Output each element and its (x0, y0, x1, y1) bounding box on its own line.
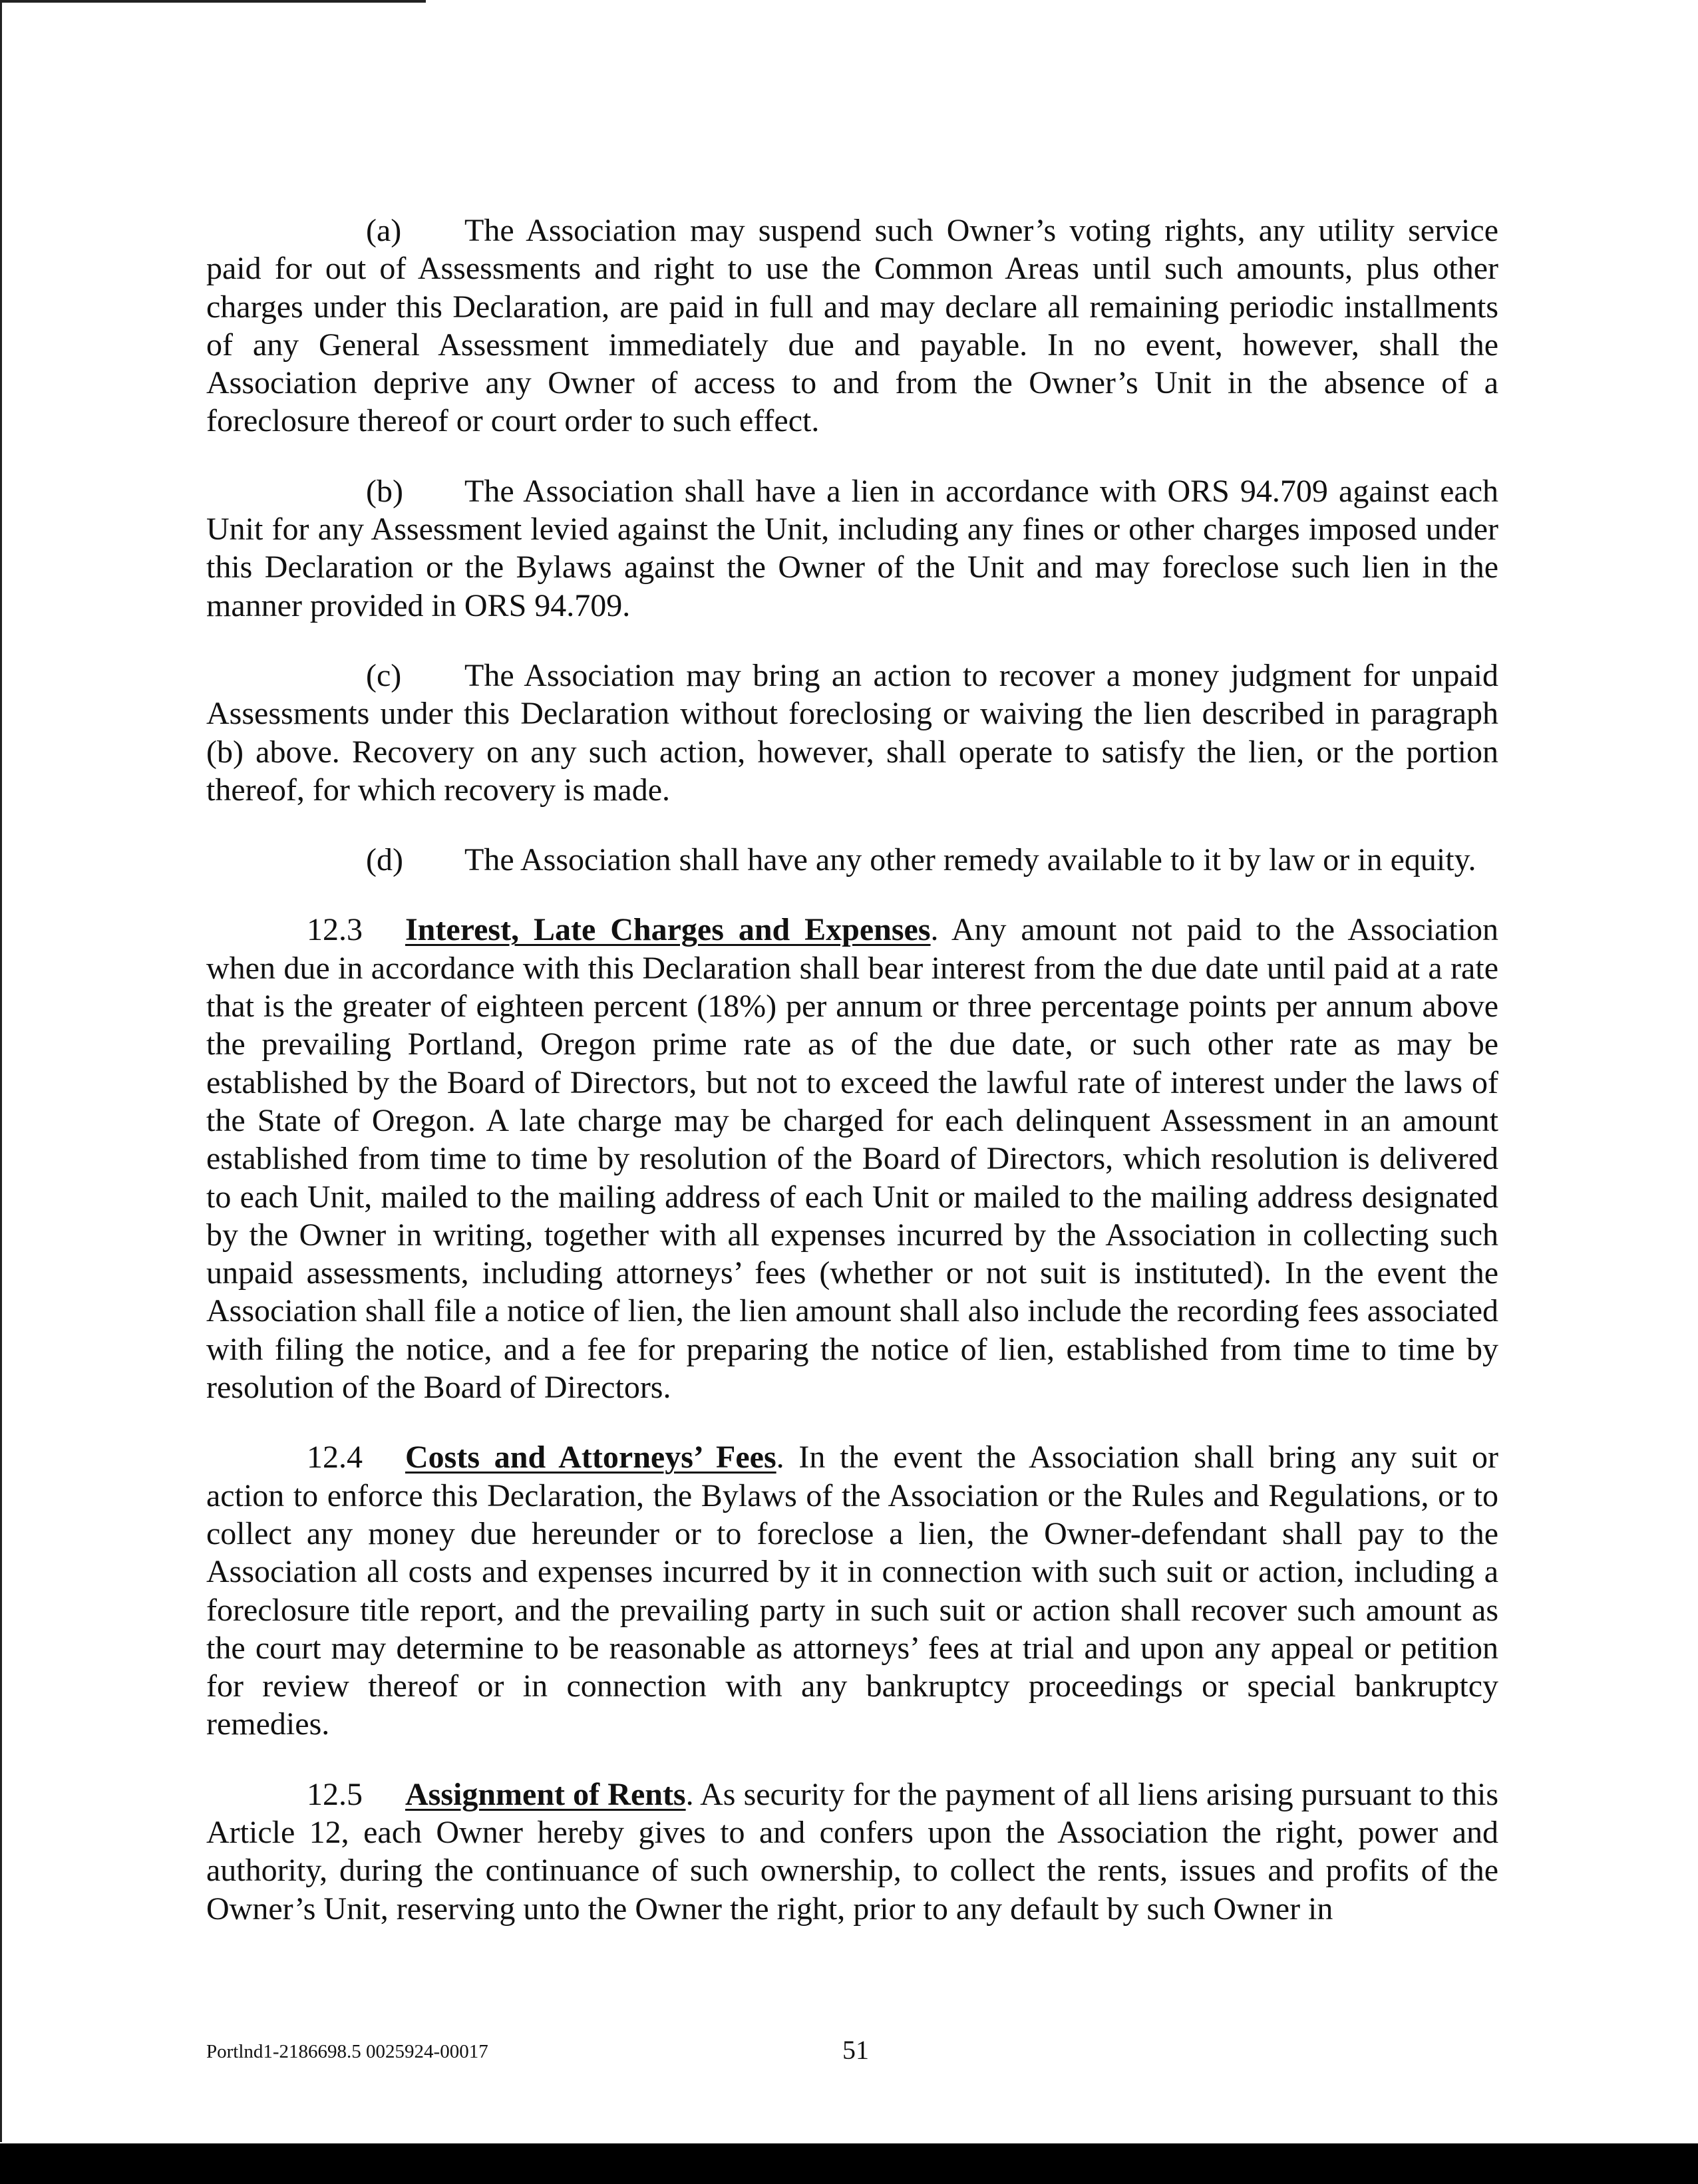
paragraph-text: The Association may suspend such Owner’s voting rights, any utility service paid for out of Assessments and right to use the Common Areas until such amounts, plus other charges under this Declaration, are paid in full and may declare all remaining periodic installments of any General Assessment immediately due and payable. In no event, however, shall the Association deprive any Owner of access to and from the Owner’s Unit in the absence of a foreclosure thereof or court order to such effect. (206, 213, 1498, 439)
section-text: . As security for the payment of all liens arising pursuant to this Article 12, each Owner hereby gives to and confers upon the Association the right, power and authority, during the continuance of such ownership, to collect the rents, issues and profits of the Owner’s Unit, reserving unto the Owner the right, prior to any default by such Owner in (206, 1776, 1498, 1927)
section-heading: Costs and Attorneys’ Fees (405, 1440, 776, 1476)
paragraph-c (206, 657, 1498, 809)
page-number: 51 (842, 2035, 869, 2065)
paragraph-b (206, 472, 1498, 625)
paragraph-marker: (a) (366, 213, 402, 248)
section-heading: Assignment of Rents (405, 1776, 686, 1812)
section-heading: Interest, Late Charges and Expenses (405, 912, 931, 948)
section-number: 12.3 (307, 912, 363, 948)
paragraph-text: The Association shall have a lien in accordance with ORS 94.709 against each Unit for any Assessment levied against the Unit, including any fines or other charges imposed under this Declaration or the Bylaws against the Owner of the Unit and may foreclose such lien in the manner provided in ORS 94.709. (206, 473, 1498, 623)
footer-document-id: Portlnd1-2186698.5 0025924-00017 (206, 2041, 488, 2062)
section-text: . Any amount not paid to the Association when due in accordance with this Declaration shall bear interest from the due date until paid at a rate that is the greater of eighteen percent (18%) per annum or three percentage points per annum above the prevailing Portland, Oregon prime rate as of the due date, or such other rate as may be established by the Board of Directors, but not to exceed the lawful rate of interest under the laws of the State of Oregon. A late charge may be charged for each delinquent Assessment in an amount established from time to time by resolution of the Board of Directors, which resolution is delivered to each Unit, mailed to the mailing address of each Unit or mailed to the mailing address designated by the Owner in writing, together with all expenses incurred by the Association in collecting such unpaid assessments, including attorneys’ fees (whether or not suit is instituted). In the event the Association shall file a notice of lien, the lien amount shall also include the recording fees associated with filing the notice, and a fee for preparing the notice of lien, established from time to time by resolution of the Board of Directors. (206, 912, 1499, 1406)
section-12-4 (206, 1438, 1498, 1743)
section-text: . In the event the Association shall bring any suit or action to enforce this Declaration, the Bylaws of the Association or the Rules and Regulations, or to collect any money due hereunder or to foreclose a lien, the Owner-defendant shall pay to the Association all costs and expenses incurred by it in connection with such suit or action, including a foreclosure title report, and the prevailing party in such suit or action shall recover such amount as the court may determine to be reasonable as attorneys’ fees at trial and upon any appeal or petition for review thereof or in connection with any bankruptcy proceedings or special bankruptcy remedies. (206, 1440, 1498, 1742)
paragraph-marker: (b) (366, 473, 403, 509)
paragraph-text: The Association may bring an action to recover a money judgment for unpaid Assessments under this Declaration without foreclosing or waiving the lien described in paragraph (b) above. Recovery on any such action, however, shall operate to satisfy the lien, or the portion thereof, for which recovery is made. (206, 657, 1498, 808)
paragraph-a (206, 212, 1498, 440)
section-number: 12.4 (307, 1440, 363, 1476)
section-number: 12.5 (307, 1776, 363, 1812)
paragraph-d (206, 841, 1498, 879)
scan-top-edge (0, 0, 426, 3)
paragraph-text: The Association shall have any other remedy available to it by law or in equity. (464, 842, 1476, 878)
section-12-3 (206, 911, 1498, 1406)
scan-bottom-band (0, 2143, 1698, 2184)
paragraph-marker: (d) (366, 842, 403, 878)
paragraph-marker: (c) (366, 657, 402, 693)
document-body (206, 212, 1498, 1928)
section-12-5 (206, 1776, 1498, 1928)
scan-left-edge (0, 0, 2, 2142)
